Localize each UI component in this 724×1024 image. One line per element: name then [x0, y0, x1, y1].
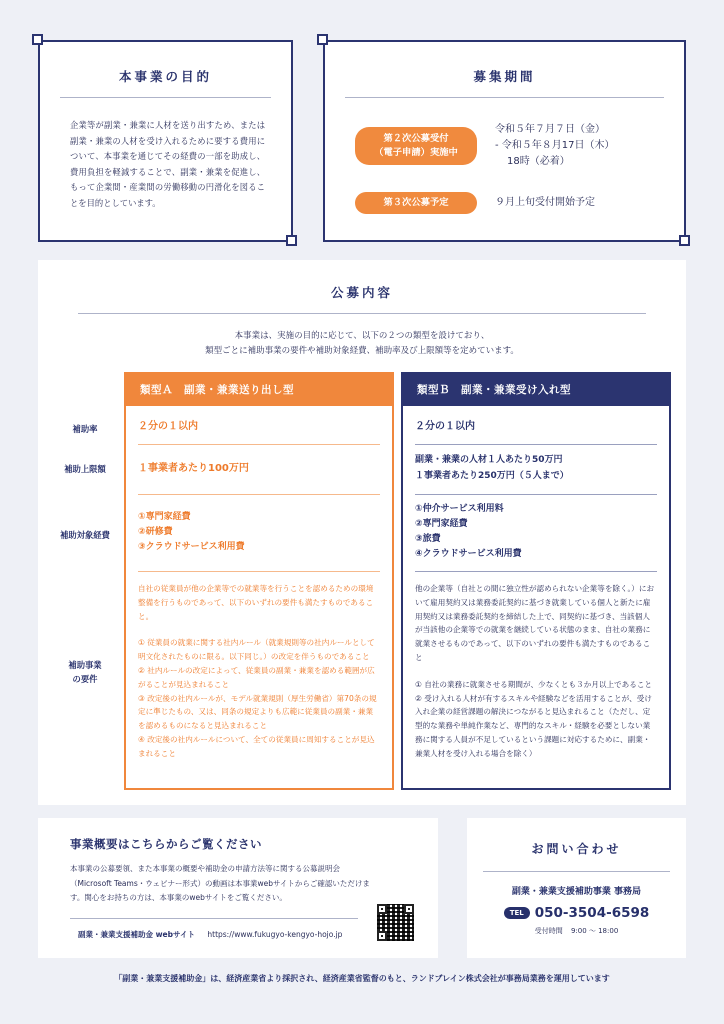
- type-a-requirements: [138, 582, 380, 761]
- label-requirements-line: の要件: [72, 674, 98, 684]
- tel-number[interactable]: 050-3504-6598: [534, 905, 650, 921]
- intro-line: 本事業は、実施の目的に応じて、以下の２つの類型を設けており、: [234, 331, 490, 341]
- second-round-sublabel: （電子申請）実施中: [374, 147, 458, 158]
- second-round-start: 令和５年７月７日（金）: [495, 124, 605, 135]
- corner-decoration: [317, 34, 328, 45]
- site-label: 副業・兼業支援補助金 webサイト: [78, 930, 195, 939]
- divider: [138, 494, 380, 495]
- qr-code: [377, 904, 414, 941]
- divider: [345, 97, 664, 98]
- qr-finder: [404, 904, 414, 914]
- type-b-requirements: [415, 582, 657, 761]
- label-requirements-line: 補助事業: [68, 660, 102, 670]
- requirement-item: ① 従業員の就業に関する社内ルール（就業規則等の社内ルールとして明文化されたものに限る。以下同じ。）の改定を伴うものであること: [138, 638, 375, 662]
- type-b-header: 類型Ｂ 副業・兼業受け入れ型: [403, 374, 669, 406]
- type-a-rate: ２分の１以内: [138, 421, 198, 432]
- divider: [78, 313, 646, 314]
- contents-intro: [38, 329, 686, 359]
- divider: [70, 918, 358, 919]
- third-round-text: ９月上旬受付開始予定: [495, 197, 595, 208]
- limit-line: １事業者あたり250万円（５人まで）: [415, 471, 569, 481]
- divider: [138, 571, 380, 572]
- intro-line: 類型ごとに補助事業の要件や補助対象経費、補助率及び上限額等を定めています。: [205, 346, 519, 356]
- second-round-badge: [355, 127, 477, 165]
- second-round-label: 第２次公募受付: [383, 133, 449, 144]
- requirement-intro: 他の企業等（自社との間に独立性が認められない企業等を除く。）において雇用契約又は業務委託契約に基づき就業している個人と新たに雇用契約又は業務委託契約を締結した上で、同契約に基づき、当該個人が当該他の企業等での就業を継続している状態のまま、自社の業務に就業させるものであって、以下のいずれの要件も満たすものであること: [415, 584, 655, 662]
- corner-decoration: [32, 34, 43, 45]
- overview-title: 事業概要はこちらからご覧ください: [70, 837, 262, 851]
- type-a-column: [124, 372, 394, 790]
- third-round-badge: 第３次公募予定: [355, 192, 477, 214]
- divider: [415, 494, 657, 495]
- corner-decoration: [286, 235, 297, 246]
- requirement-item: ④ 改定後の社内ルールについて、全ての従業員に周知することが見込まれること: [138, 734, 375, 758]
- expense-item: ③クラウドサービス利用費: [138, 542, 245, 552]
- expense-item: ②専門家経費: [415, 519, 468, 529]
- contact-hours: [467, 926, 686, 936]
- label-expenses: 補助対象経費: [60, 530, 110, 540]
- overview-body: 本事業の公募要領、また本事業の概要や補助金の申請方法等に関する公募説明会（Microsoft Teams・ウェビナー形式）の動画は本事業webサイトからご確認いただけます。関心をお持ちの方は、本事業のwebサイトをご覧ください。: [70, 864, 370, 903]
- purpose-title: 本事業の目的: [118, 69, 212, 84]
- requirement-item: ② 受け入れる人材が有するスキルや経験などを活用することが、受け入れ企業の経営課題の解決につながると見込まれること（ただし、定型的な業務や単純作業など、専門的なスキル・経験を必要としない業務に関する人員が不足しているという課題に対応するために、副業・兼業人材を受け入れる場合を除く）: [415, 693, 652, 758]
- divider: [483, 871, 670, 872]
- type-b-rate: ２分の１以内: [415, 421, 475, 432]
- footer-note: 「副業・兼業支援補助金」は、経済産業省より採択され、経済産業省監督のもと、ランドブレイン株式会社が事務局業務を運用しています: [114, 974, 610, 983]
- purpose-body: 企業等が副業・兼業に人材を送り出すため、または副業・兼業の人材を受け入れるために要する費用について、本事業を通じてその経費の一部を助成し、費用負担を軽減することで、副業・兼業を促進し、もって企業間・産業間の労働移動の円滑化を図ることを目的としています。: [70, 120, 265, 208]
- contact-phone[interactable]: [467, 905, 686, 921]
- period-title: 募集期間: [473, 69, 536, 84]
- contents-panel: [38, 260, 686, 805]
- requirement-intro: 自社の従業員が他の企業等での就業等を行うことを認めるための環境整備を行うものであって、以下のいずれの要件も満たすものであること。: [138, 584, 374, 621]
- expense-item: ④クラウドサービス利用費: [415, 549, 522, 559]
- divider: [415, 571, 657, 572]
- second-round-end: - 令和５年８月17日（木）: [495, 140, 615, 151]
- type-a-expenses: [138, 510, 380, 555]
- second-round-deadline: 18時（必着）: [507, 156, 570, 167]
- requirement-item: ② 社内ルールの改定によって、従業員の副業・兼業を認める範囲が広がることが見込まれること: [138, 665, 375, 689]
- second-round-dates: [495, 122, 615, 170]
- expense-item: ③旅費: [415, 534, 441, 544]
- expense-item: ②研修費: [138, 527, 173, 537]
- purpose-box: [38, 40, 293, 242]
- qr-finder: [377, 931, 387, 941]
- label-limit: 補助上限額: [64, 464, 106, 474]
- hours-value: 9:00 〜 18:00: [570, 927, 619, 935]
- corner-decoration: [679, 235, 690, 246]
- requirement-item: ③ 改定後の社内ルールが、モデル就業規則（厚生労働省）第70条の規定に準じたもの、又は、同条の規定よりも広範に従業員の副業・兼業を認めるものになると見込まれること: [138, 693, 377, 731]
- type-a-header: 類型Ａ 副業・兼業送り出し型: [126, 374, 392, 406]
- type-b-column: [401, 372, 671, 790]
- type-b-limit: [415, 452, 657, 484]
- type-a-limit: １事業者あたり100万円: [138, 463, 249, 474]
- type-b-expenses: [415, 502, 657, 562]
- limit-line: 副業・兼業の人材１人あたり50万円: [415, 455, 563, 465]
- site-link[interactable]: [78, 929, 342, 940]
- contact-box: [467, 818, 686, 958]
- contact-title: お問い合わせ: [531, 842, 622, 856]
- contact-office: 副業・兼業支援補助事業 事務局: [511, 887, 642, 897]
- site-url[interactable]: https://www.fukugyo-kengyo-hojo.jp: [207, 930, 343, 939]
- qr-finder: [377, 904, 387, 914]
- divider: [138, 444, 380, 445]
- expense-item: ①専門家経費: [138, 512, 191, 522]
- requirement-item: ① 自社の業務に就業させる期間が、少なくとも３か月以上であること: [415, 679, 653, 689]
- hours-label: 受付時間: [534, 927, 563, 935]
- expense-item: ①仲介サービス利用料: [415, 504, 504, 514]
- overview-box: [38, 818, 438, 958]
- contents-title: 公募内容: [330, 285, 393, 300]
- label-rate: 補助率: [72, 424, 98, 434]
- divider: [415, 444, 657, 445]
- period-box: [323, 40, 686, 242]
- label-requirements: [44, 658, 126, 686]
- tel-badge: TEL: [504, 907, 530, 919]
